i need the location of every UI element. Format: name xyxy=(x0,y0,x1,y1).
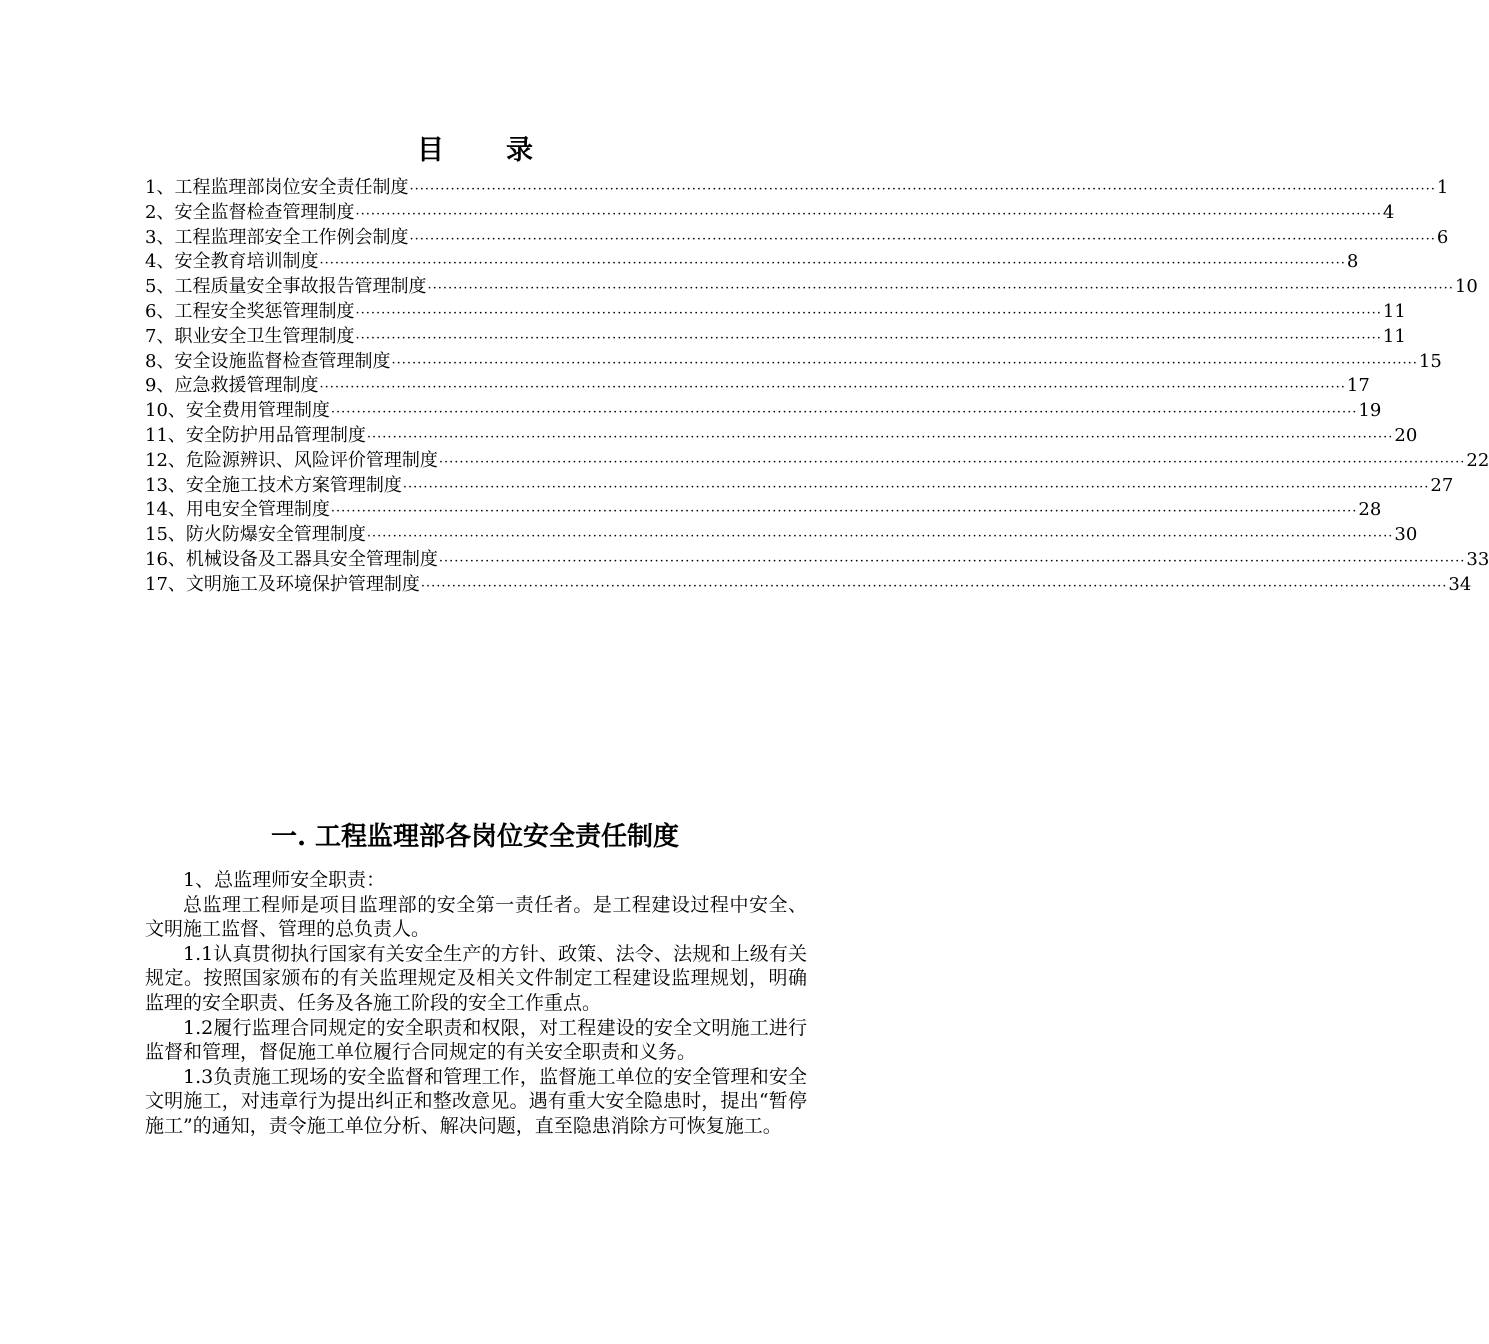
toc-entry[interactable] xyxy=(145,424,1418,449)
toc-entry-page: 30 xyxy=(1394,524,1418,546)
toc-entry-page: 19 xyxy=(1358,400,1382,422)
toc-entry-page: 11 xyxy=(1382,300,1406,322)
toc-entry-label: 16、机械设备及工器具安全管理制度 xyxy=(145,548,438,570)
toc-leader-dots: ········································································································································································································ xyxy=(402,479,1430,495)
toc-leader-dots: ········································································································································································································ xyxy=(420,578,1448,594)
toc-leader-dots: ········································································································································································································ xyxy=(391,355,1418,371)
toc-entry-label: 7、职业安全卫生管理制度 xyxy=(145,325,355,347)
toc-entry-label: 5、工程质量安全事故报告管理制度 xyxy=(145,276,427,298)
toc-entry-label: 13、安全施工技术方案管理制度 xyxy=(145,474,402,496)
toc-entry[interactable] xyxy=(145,548,1489,573)
toc-entry-label: 10、安全费用管理制度 xyxy=(145,400,330,422)
paragraph: 1.3负责施工现场的安全监督和管理工作，监督施工单位的安全管理和安全文明施工，对违章行为提出纠正和整改意见。遇有重大安全隐患时，提出“暂停施工”的通知，责令施工单位分析、解决问题，直至隐患消除方可恢复施工。 xyxy=(145,1065,807,1137)
toc-leader-dots: ········································································································································································································ xyxy=(330,504,1358,520)
toc-entry[interactable] xyxy=(145,176,1449,201)
toc-leader-dots: ········································································································································································································ xyxy=(427,281,1454,297)
toc-entry-label: 14、用电安全管理制度 xyxy=(145,499,330,521)
toc-entry-label: 1、工程监理部岗位安全责任制度 xyxy=(145,177,409,198)
toc-leader-dots: ········································································································································································································ xyxy=(355,330,1382,346)
paragraph: 1、总监理师安全职责： xyxy=(183,869,386,891)
table-of-contents xyxy=(145,176,1489,598)
toc-entry-label: 9、应急救援管理制度 xyxy=(145,375,319,397)
paragraph: 1.2履行监理合同规定的安全职责和权限，对工程建设的安全文明施工进行监督和管理，督促施工单位履行合同规定的有关安全职责和义务。 xyxy=(145,1016,807,1064)
toc-entry[interactable] xyxy=(145,350,1442,375)
toc-entry-page: 28 xyxy=(1358,499,1382,521)
toc-leader-dots: ········································································································································································································ xyxy=(330,405,1358,421)
section-title: 一. 工程监理部各岗位安全责任制度 xyxy=(270,822,680,852)
toc-entry[interactable] xyxy=(145,399,1382,424)
toc-leader-dots: ········································································································································································································ xyxy=(409,182,1436,197)
toc-entry-label: 3、工程监理部安全工作例会制度 xyxy=(145,226,409,248)
toc-entry-page: 10 xyxy=(1454,276,1478,298)
toc-entry[interactable] xyxy=(145,325,1406,350)
toc-entry-page: 6 xyxy=(1436,226,1449,248)
toc-leader-dots: ········································································································································································································ xyxy=(438,553,1466,569)
toc-leader-dots: ········································································································································································································ xyxy=(366,529,1394,545)
toc-leader-dots: ········································································································································································································ xyxy=(319,256,1346,272)
toc-entry-page: 34 xyxy=(1448,573,1472,595)
toc-entry-label: 2、安全监督检查管理制度 xyxy=(145,201,355,223)
toc-entry-page: 22 xyxy=(1466,449,1489,471)
toc-entry-label: 17、文明施工及环境保护管理制度 xyxy=(145,573,420,595)
toc-entry-label: 12、危险源辨识、风险评价管理制度 xyxy=(145,449,438,471)
toc-entry[interactable] xyxy=(145,449,1489,474)
toc-entry-label: 6、工程安全奖惩管理制度 xyxy=(145,300,355,322)
paragraph: 总监理工程师是项目监理部的安全第一责任者。是工程建设过程中安全、文明施工监督、管理的总负责人。 xyxy=(145,893,807,941)
toc-leader-dots: ········································································································································································································ xyxy=(319,380,1346,396)
toc-entry[interactable] xyxy=(145,226,1449,251)
toc-entry-label: 15、防火防爆安全管理制度 xyxy=(145,524,366,546)
toc-entry-page: 17 xyxy=(1346,375,1370,397)
toc-entry-page: 33 xyxy=(1466,548,1489,570)
toc-leader-dots: ········································································································································································································ xyxy=(366,429,1394,445)
toc-leader-dots: ········································································································································································································ xyxy=(438,454,1466,470)
toc-entry[interactable] xyxy=(145,374,1370,399)
toc-entry-page: 11 xyxy=(1382,325,1406,347)
toc-entry-page: 15 xyxy=(1418,350,1442,372)
toc-entry[interactable] xyxy=(145,300,1406,325)
toc-entry-page: 8 xyxy=(1346,251,1359,273)
toc-entry[interactable] xyxy=(145,275,1478,300)
toc-entry[interactable] xyxy=(145,573,1472,598)
section-body xyxy=(145,868,807,1139)
toc-entry[interactable] xyxy=(145,523,1418,548)
toc-entry[interactable] xyxy=(145,474,1454,499)
paragraph: 1.1认真贯彻执行国家有关安全生产的方针、政策、法令、法规和上级有关规定。按照国家颁布的有关监理规定及相关文件制定工程建设监理规划，明确监理的安全职责、任务及各施工阶段的安全工作重点。 xyxy=(145,942,807,1014)
toc-entry-page: 20 xyxy=(1394,424,1418,446)
toc-entry[interactable] xyxy=(145,498,1382,523)
toc-entry-label: 4、安全教育培训制度 xyxy=(145,251,319,273)
toc-entry-page: 27 xyxy=(1430,474,1454,496)
toc-title: 目录 xyxy=(417,135,595,166)
toc-entry-label: 11、安全防护用品管理制度 xyxy=(145,424,366,446)
toc-leader-dots: ········································································································································································································ xyxy=(409,231,1436,247)
toc-entry-label: 8、安全设施监督检查管理制度 xyxy=(145,350,391,372)
toc-entry[interactable] xyxy=(145,201,1395,226)
toc-entry[interactable] xyxy=(145,250,1359,275)
toc-entry-page: 1 xyxy=(1436,177,1449,198)
toc-leader-dots: ········································································································································································································ xyxy=(355,206,1382,222)
toc-leader-dots: ········································································································································································································ xyxy=(355,305,1382,321)
toc-entry-page: 4 xyxy=(1382,201,1395,223)
